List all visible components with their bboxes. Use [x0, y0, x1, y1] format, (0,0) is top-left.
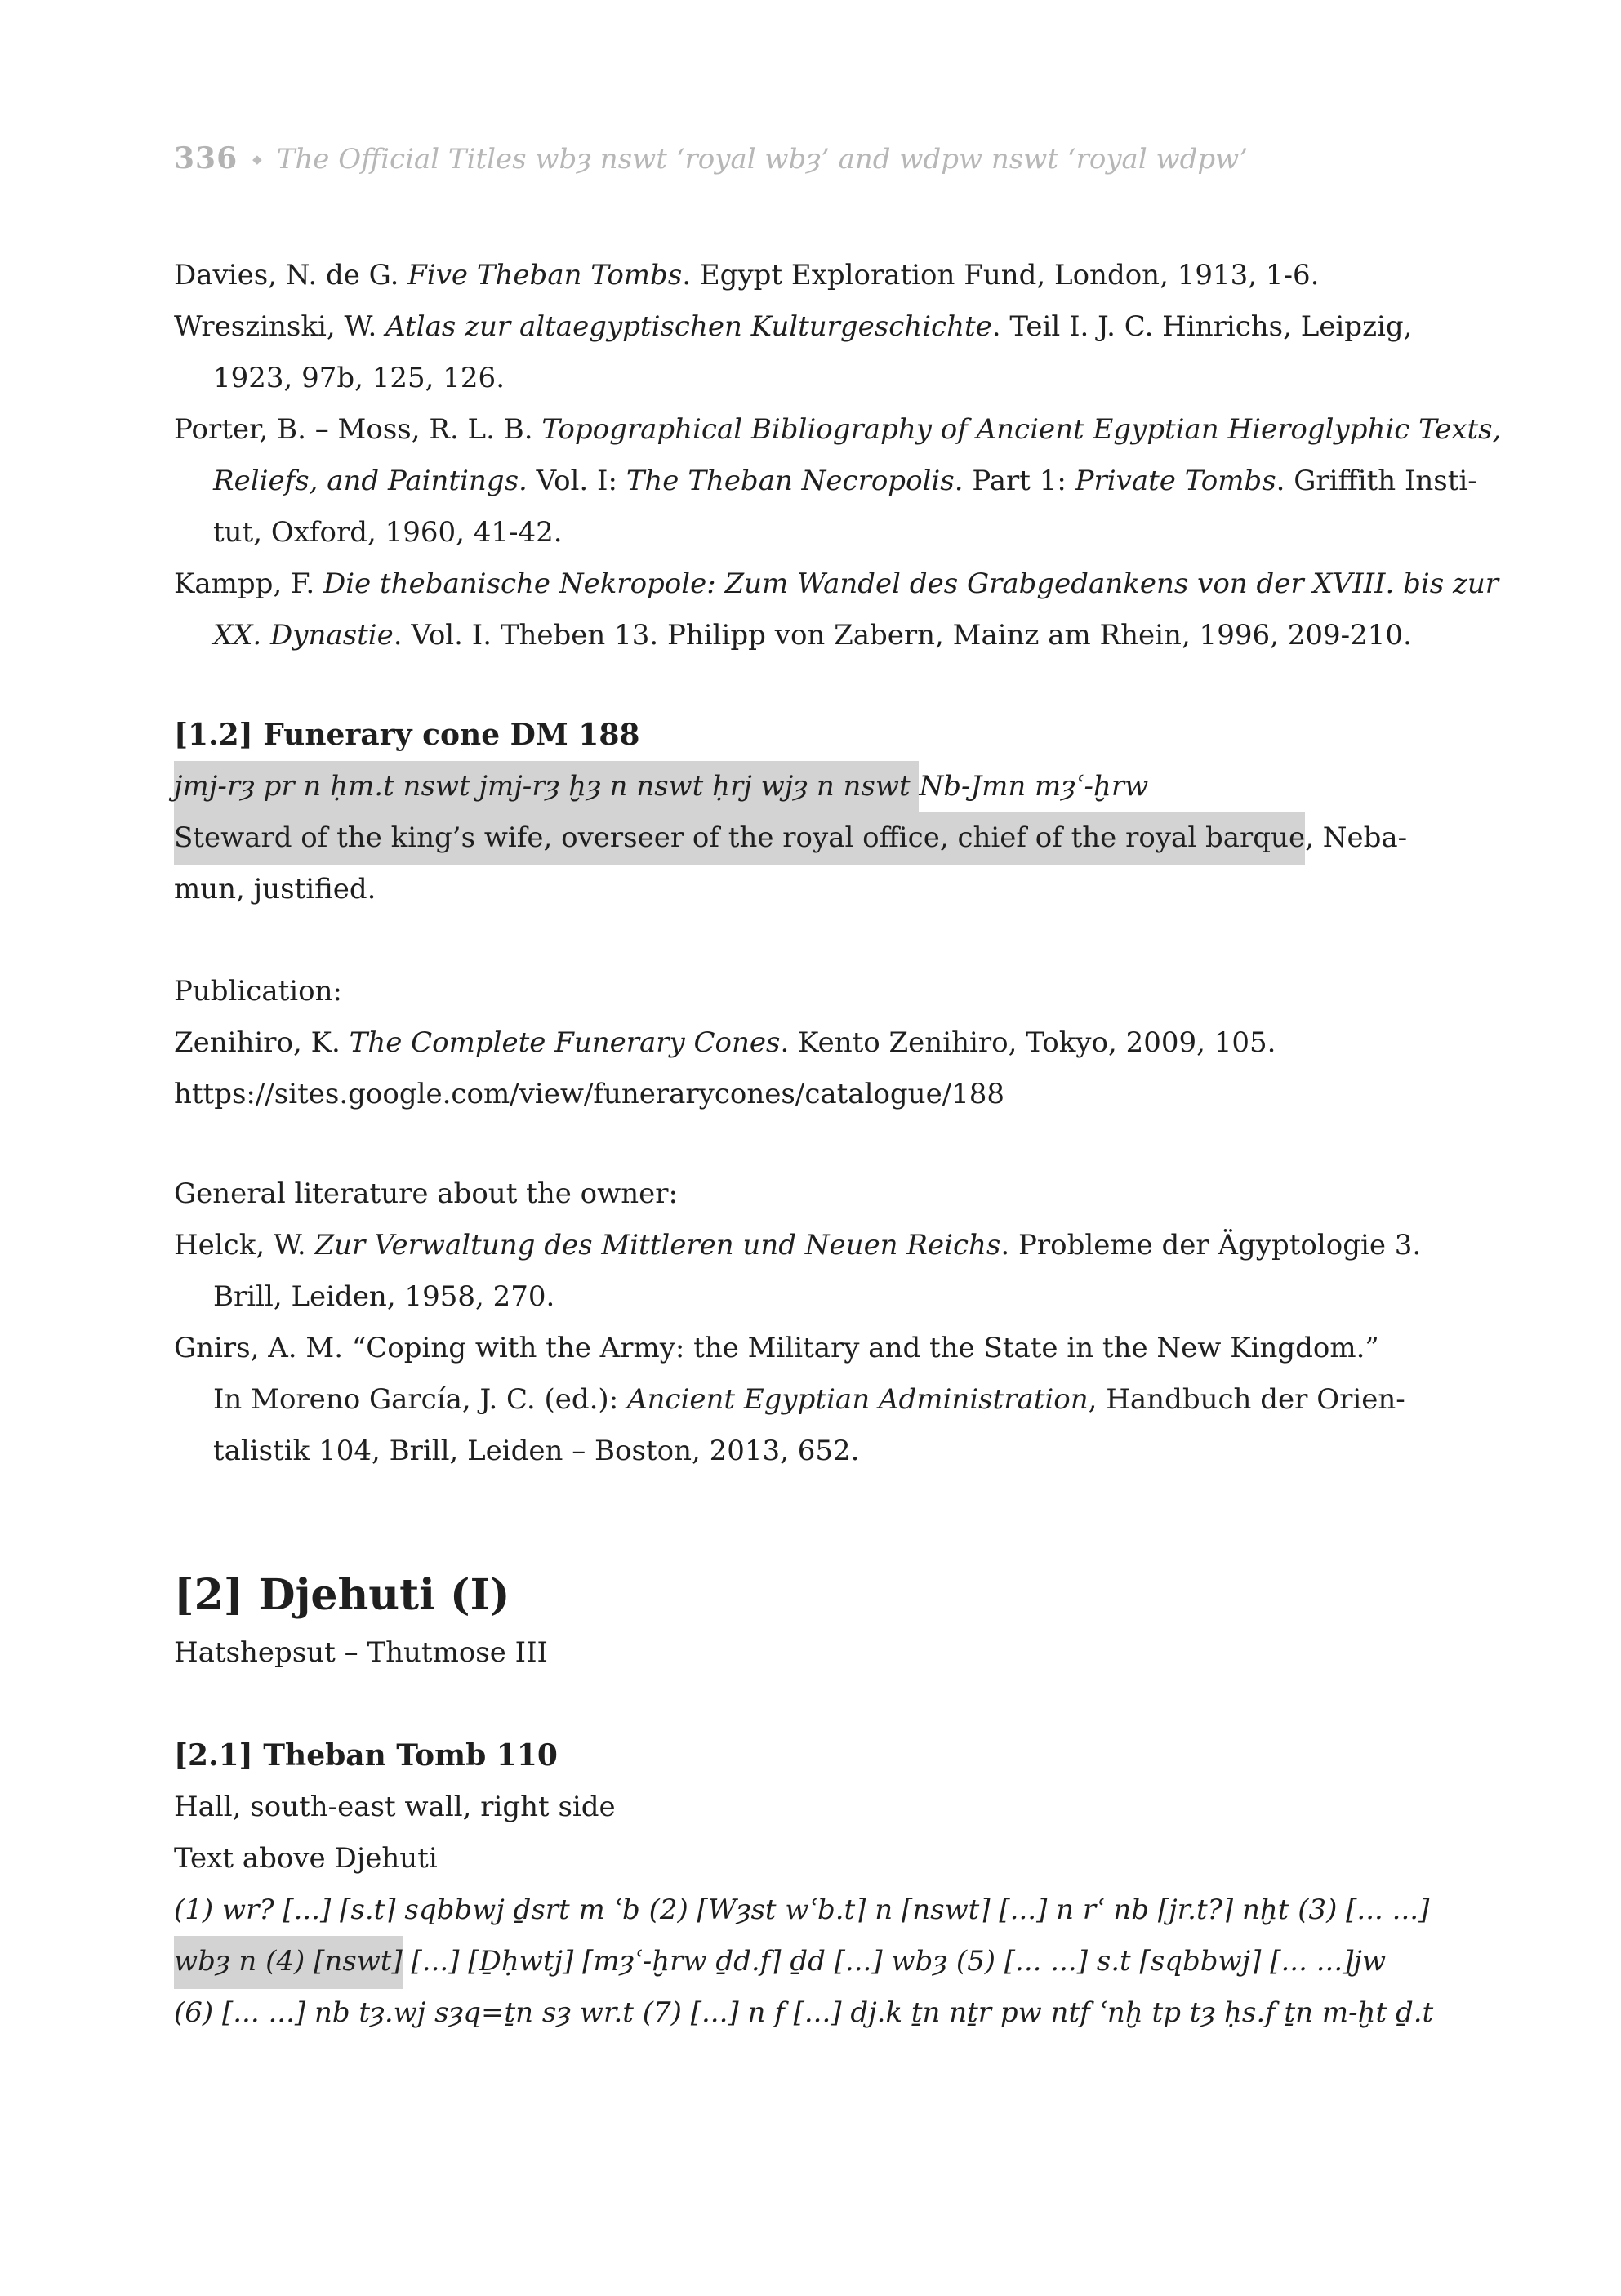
- text-segment: tut, Oxford, 1960, 41-42.: [213, 516, 563, 549]
- text-segment: Die thebanische Nekropole: Zum Wandel des Grabgedankens von der XVIII. bis zur: [323, 567, 1499, 600]
- url-text: https://sites.google.com/view/funerarycones/catalogue/188: [174, 1078, 1005, 1110]
- text-segment: Part 1:: [972, 465, 1075, 497]
- diamond-separator-icon: ◆: [252, 152, 262, 167]
- page-number: 336: [174, 141, 238, 176]
- bibliography-line: [174, 610, 1458, 661]
- text-segment: . Probleme der Ägyptologie 3.: [1000, 1229, 1422, 1261]
- text-segment: . Egypt Exploration Fund, London, 1913, 1-6.: [682, 259, 1320, 291]
- text-segment: Wreszinski, W.: [174, 310, 386, 343]
- literature-line: [174, 1220, 1458, 1271]
- section-2-subtitle: Hatshepsut – Thutmose III: [174, 1636, 548, 1669]
- text-segment: Topographical Bibliography of Ancient Egyptian Hieroglyphic Texts,: [541, 413, 1502, 446]
- text-segment: . Vol. I. Theben 13. Philipp von Zabern, Mainz am Rhein, 1996, 209-210.: [393, 619, 1412, 652]
- text-segment: Helck, W.: [174, 1229, 315, 1261]
- text-segment: . Teil I. J. C. Hinrichs, Leipzig,: [991, 310, 1413, 343]
- general-literature-label: General literature about the owner:: [174, 1177, 678, 1210]
- text-segment: (6) [... ...] nb tȝ.wj sȝq=ṯn sȝ wr.t (7) [...] n f [...] dj.k ṯn nṯr pw ntf ʿnḫ tp tȝ ḥs.f ṯn m-ḫt ḏ.t: [174, 1996, 1434, 2029]
- publication-url: [174, 1069, 1458, 1120]
- section-2-heading: [2] Djehuti (I): [174, 1570, 510, 1620]
- section-1-2: [174, 710, 1458, 915]
- text-segment: . Kento Zenihiro, Tokyo, 2009, 105.: [780, 1026, 1276, 1059]
- text-segment: XX. Dynastie: [213, 619, 394, 652]
- text-segment: Reliefs, and Paintings.: [213, 465, 537, 497]
- text-segment: Vol. I:: [536, 465, 626, 497]
- transliteration-line: [174, 1987, 1458, 2039]
- publication-line: [174, 1017, 1458, 1069]
- text-segment: Zur Verwaltung des Mittleren und Neuen Reichs: [314, 1229, 1001, 1261]
- text-segment: Kampp, F.: [174, 567, 323, 600]
- text-segment: [...] [Ḏḥwtj] ⌈mȝʿ-ḫrw ḏd.f⌉ ḏd [...] wbȝ (5) [... ...] s.t ⌈sqbbwj⌉ [... ...]jw: [402, 1945, 1387, 1978]
- bibliography-line: [174, 353, 1458, 404]
- publication-section: [174, 966, 1458, 1120]
- publication-label: Publication:: [174, 975, 342, 1008]
- bibliography-line: [174, 404, 1502, 456]
- highlighted-translation: Steward of the king’s wife, overseer of the royal office, chief of the royal barque: [174, 812, 1305, 865]
- text-segment: talistik 104, Brill, Leiden – Boston, 2013, 652.: [213, 1435, 860, 1467]
- text-segment: Atlas zur altaegyptischen Kulturgeschichte: [385, 310, 992, 343]
- highlighted-transliteration: wbȝ n (4) [nswt]: [174, 1936, 403, 1989]
- transliteration-line: [174, 1884, 1458, 1936]
- bibliography-section: [174, 250, 1502, 661]
- text-segment: Ancient Egyptian Administration: [626, 1383, 1089, 1416]
- general-literature-section: [174, 1168, 1458, 1477]
- bibliography-line: [174, 456, 1477, 507]
- running-header: [174, 139, 1458, 184]
- text-segment: Porter, B. – Moss, R. L. B.: [174, 413, 542, 446]
- text-segment: The Theban Necropolis.: [626, 465, 973, 497]
- text-segment: Nb-Jmn mȝʿ-ḫrw: [919, 770, 1149, 803]
- translation-line: [174, 812, 1458, 864]
- literature-line: [174, 1426, 1458, 1477]
- literature-line: [174, 1323, 1458, 1374]
- section-2-1: [174, 1730, 1458, 2039]
- bibliography-line: [174, 250, 1458, 301]
- running-title: The Official Titles wbȝ nswt ‘royal wbȝ’ and wdpw nswt ‘royal wdpw’: [276, 143, 1249, 176]
- text-segment: Gnirs, A. M. “Coping with the Army: the Military and the State in the New Kingdom.”: [174, 1332, 1379, 1364]
- location-line: Hall, south-east wall, right side: [174, 1791, 616, 1823]
- text-segment: Private Tombs: [1075, 465, 1276, 497]
- text-segment: 1923, 97b, 125, 126.: [213, 362, 505, 394]
- text-segment: Brill, Leiden, 1958, 270.: [213, 1280, 555, 1313]
- section-1-2-heading: [1.2] Funerary cone DM 188: [174, 718, 640, 752]
- bibliography-line: [174, 558, 1499, 610]
- text-block: [174, 139, 1502, 2039]
- text-segment: , Neba-: [1305, 821, 1408, 854]
- transliteration-line: [174, 1936, 1458, 1987]
- caption-line: Text above Djehuti: [174, 1842, 438, 1875]
- section-2: [174, 1564, 1458, 1679]
- literature-line: [174, 1271, 1458, 1323]
- literature-line: [174, 1374, 1458, 1426]
- text-segment: , Handbuch der Orien-: [1088, 1383, 1405, 1416]
- bibliography-line: [174, 507, 1458, 558]
- text-segment: mun, justified.: [174, 873, 376, 905]
- text-segment: (1) wr? [...] ⌈s.t⌉ sqbbwj ḏsrt m ʿb (2) ⌈Wȝst wʿb.t⌉ n ⌈nswt⌉ [...] n rʿ nb ⌈jr.t?⌉ nḫt (3) [... ...]: [174, 1893, 1430, 1926]
- text-segment: Five Theban Tombs: [407, 259, 683, 291]
- section-2-1-heading: [2.1] Theban Tomb 110: [174, 1738, 558, 1773]
- highlighted-transliteration: jmj-rȝ pr n ḥm.t nswt jmj-rȝ ḫȝ n nswt ḥrj wjȝ n nswt: [174, 761, 919, 814]
- text-segment: Davies, N. de G.: [174, 259, 408, 291]
- text-segment: . Griffith Insti-: [1276, 465, 1477, 497]
- bibliography-line: [174, 301, 1458, 353]
- text-segment: Zenihiro, K.: [174, 1026, 350, 1059]
- text-segment: In Moreno García, J. C. (ed.):: [213, 1383, 627, 1416]
- transliteration-line: [174, 761, 1458, 812]
- text-segment: The Complete Funerary Cones: [349, 1026, 781, 1059]
- translation-line: [174, 864, 1458, 915]
